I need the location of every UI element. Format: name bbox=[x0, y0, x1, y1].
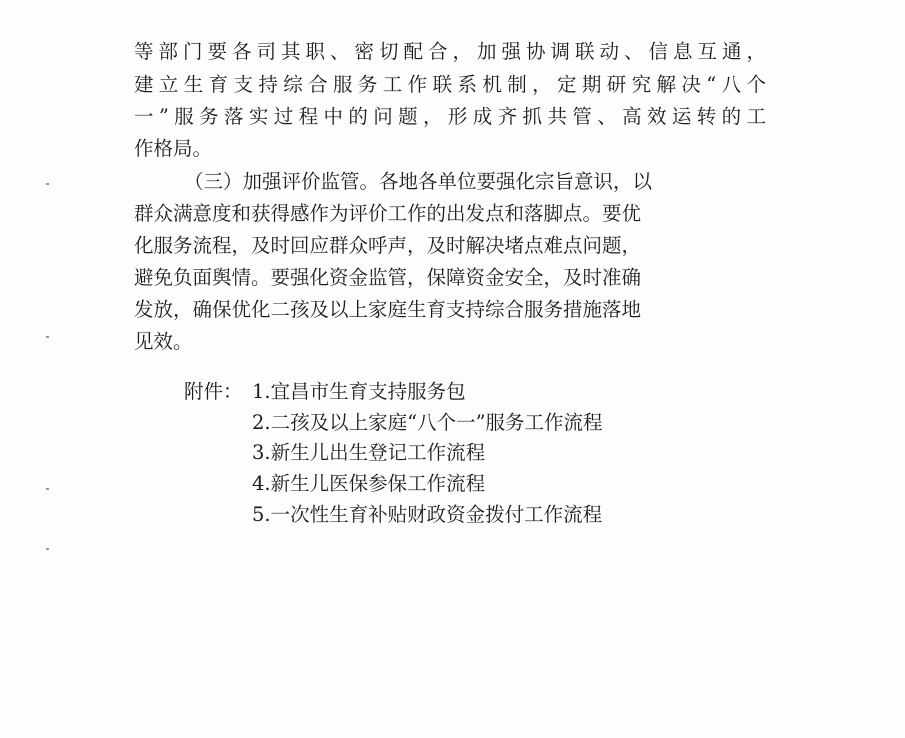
paragraph-line bbox=[134, 234, 641, 258]
margin-mark bbox=[46, 488, 49, 490]
paragraph-line bbox=[184, 170, 652, 194]
line-text: 建立生育支持综合服务工作联系机制，定期研究解决“八个 bbox=[134, 73, 772, 96]
attachment-item-text: 5.一次性生育补贴财政资金拨付工作流程 bbox=[252, 503, 603, 526]
paragraph-line bbox=[134, 137, 212, 161]
attachment-item bbox=[252, 411, 603, 435]
line-text: 化服务流程，及时回应群众呼声，及时解决堵点难点问题， bbox=[134, 234, 642, 257]
line-text: 作格局。 bbox=[134, 137, 213, 160]
paragraph-line bbox=[134, 202, 641, 226]
line-text: 见效。 bbox=[134, 330, 193, 353]
attachments-label-text: 附件： bbox=[184, 380, 243, 403]
attachment-item-text: 1.宜昌市生育支持服务包 bbox=[252, 380, 466, 403]
line-text: （三）加强评价监管。各地各单位要强化宗旨意识，以 bbox=[184, 170, 653, 193]
attachment-item bbox=[252, 503, 602, 527]
attachment-item bbox=[252, 380, 466, 404]
paragraph-line bbox=[134, 330, 193, 354]
paragraph-line bbox=[134, 40, 771, 64]
paragraph-line bbox=[134, 298, 641, 322]
margin-mark bbox=[46, 183, 49, 185]
attachment-item bbox=[252, 472, 485, 496]
margin-mark bbox=[46, 336, 49, 338]
attachment-item-text: 3.新生儿出生登记工作流程 bbox=[252, 441, 486, 464]
line-text: 一”服务落实过程中的问题，形成齐抓共管、高效运转的工 bbox=[134, 105, 772, 128]
attachment-item-text: 2.二孩及以上家庭“八个一”服务工作流程 bbox=[252, 411, 603, 434]
line-text: 避免负面舆情。要强化资金监管，保障资金安全，及时准确 bbox=[134, 266, 642, 289]
paragraph-line bbox=[134, 105, 772, 129]
paragraph-line bbox=[134, 266, 641, 290]
line-text: 发放，确保优化二孩及以上家庭生育支持综合服务措施落地 bbox=[134, 298, 642, 321]
attachment-item bbox=[252, 441, 485, 465]
attachment-item-text: 4.新生儿医保参保工作流程 bbox=[252, 472, 486, 495]
line-text: 群众满意度和获得感作为评价工作的出发点和落脚点。要优 bbox=[134, 202, 642, 225]
line-text: 等部门要各司其职、密切配合，加强协调联动、信息互通， bbox=[134, 40, 771, 63]
attachments-label bbox=[184, 380, 243, 404]
margin-mark bbox=[46, 548, 49, 550]
paragraph-line bbox=[134, 73, 772, 97]
